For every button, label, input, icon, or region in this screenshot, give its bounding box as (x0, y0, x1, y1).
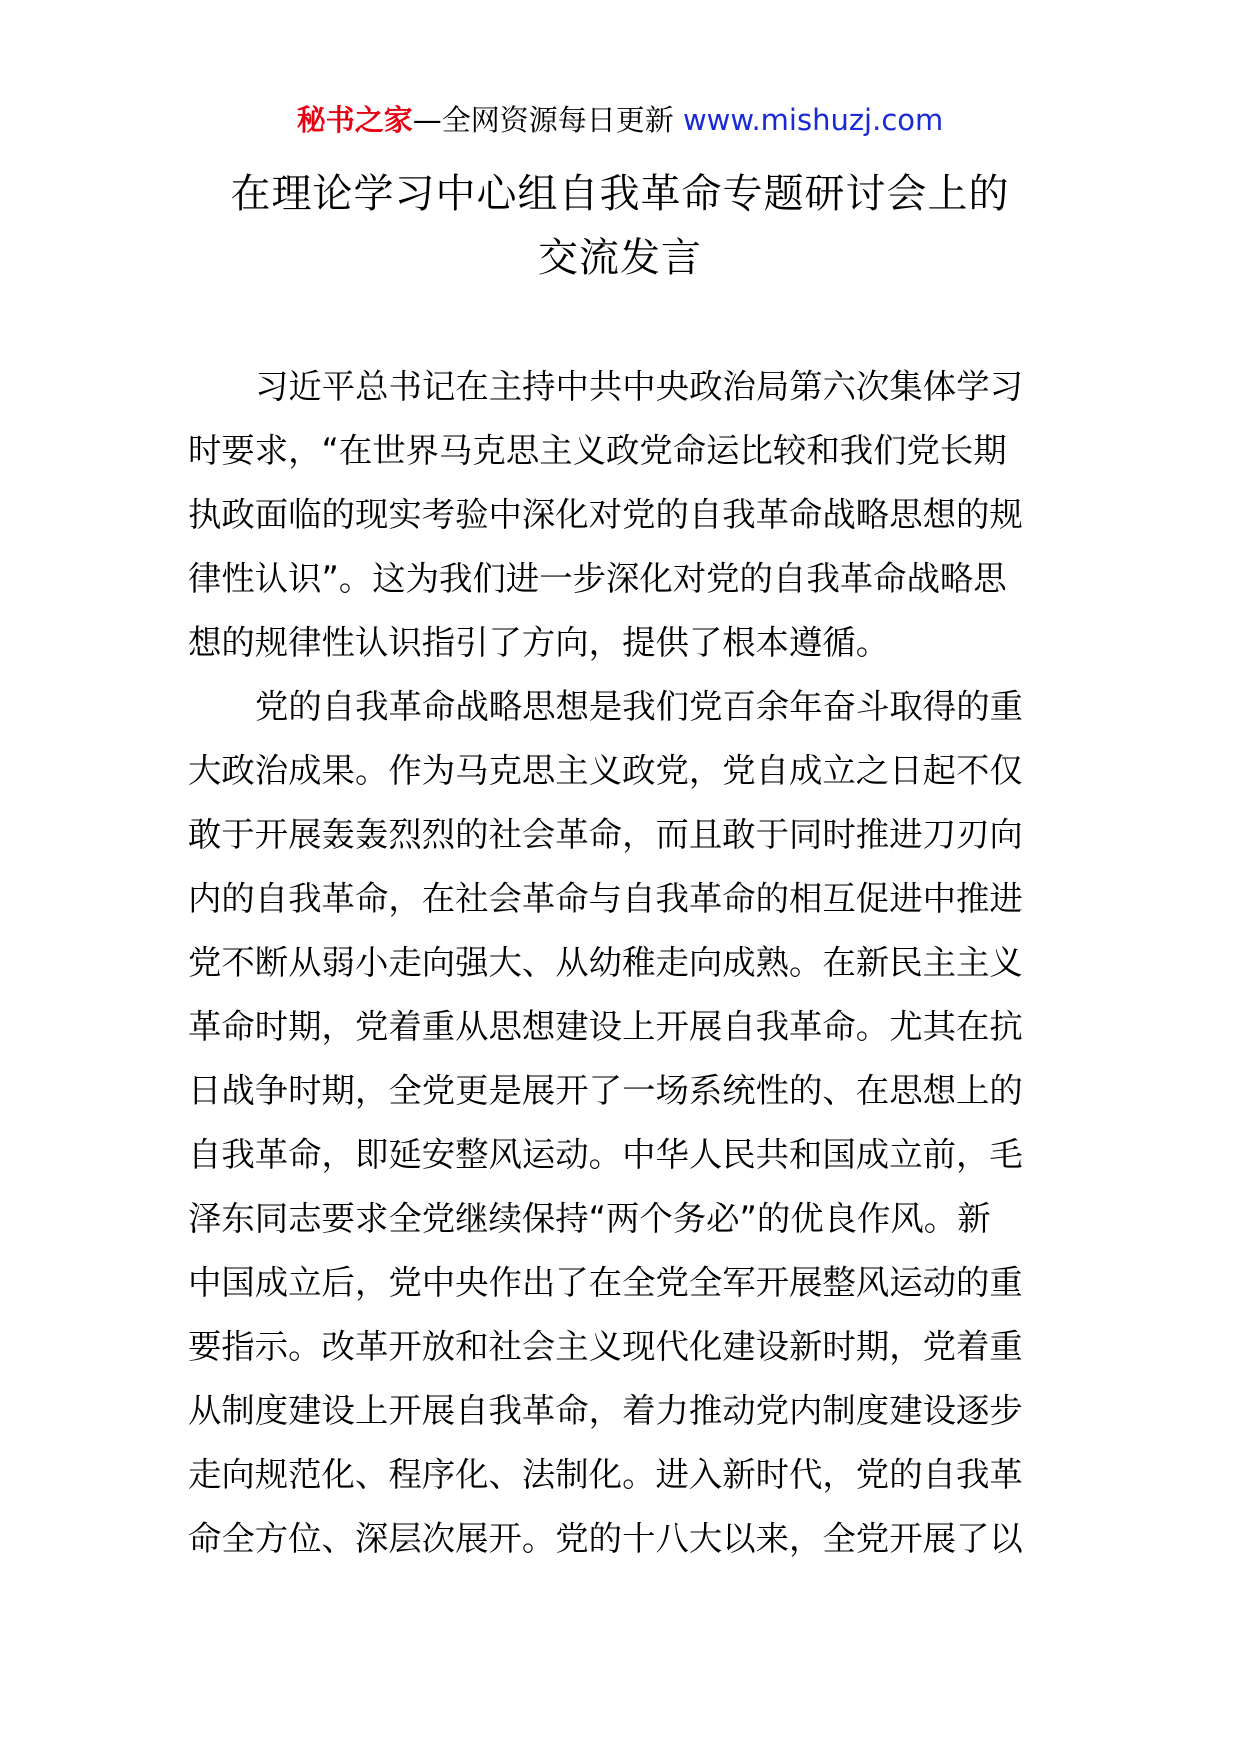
body-line: 内的自我革命，在社会革命与自我革命的相互促进中推进 (188, 879, 1023, 918)
body-line: 要指示。改革开放和社会主义现代化建设新时期，党着重 (188, 1327, 1023, 1366)
body-line: 泽东同志要求全党继续保持“两个务必”的优良作风。新 (188, 1199, 991, 1238)
header-tagline: —全网资源每日更新 (412, 103, 683, 137)
body-line: 日战争时期，全党更是展开了一场系统性的、在思想上的 (188, 1071, 1023, 1110)
body-line: 时要求，“在世界马克思主义政党命运比较和我们党长期 (188, 431, 1007, 470)
title-line-2: 交流发言 (538, 235, 702, 281)
body-line: 习近平总书记在主持中共中央政治局第六次集体学习 (255, 367, 1023, 406)
body-line: 党不断从弱小走向强大、从幼稚走向成熟。在新民主主义 (188, 943, 1023, 982)
body-line: 革命时期，党着重从思想建设上开展自我革命。尤其在抗 (188, 1007, 1023, 1046)
body-line: 从制度建设上开展自我革命，着力推动党内制度建设逐步 (188, 1391, 1023, 1430)
body-line: 执政面临的现实考验中深化对党的自我革命战略思想的规 (188, 495, 1023, 534)
body-line: 走向规范化、程序化、法制化。进入新时代，党的自我革 (188, 1455, 1023, 1494)
document-title (0, 162, 1240, 290)
body-line: 命全方位、深层次展开。党的十八大以来，全党开展了以 (188, 1519, 1023, 1558)
body-line: 党的自我革命战略思想是我们党百余年奋斗取得的重 (255, 687, 1023, 726)
body-line: 律性认识”。这为我们进一步深化对党的自我革命战略思 (188, 559, 1007, 598)
body-line: 敢于开展轰轰烈烈的社会革命，而且敢于同时推进刀刃向 (188, 815, 1023, 854)
body-line: 想的规律性认识指引了方向，提供了根本遵循。 (188, 623, 890, 662)
site-url-link[interactable]: www.mishuzj.com (682, 103, 944, 137)
body-line: 大政治成果。作为马克思主义政党，党自成立之日起不仅 (188, 751, 1023, 790)
document-body (188, 355, 1054, 1571)
title-line-1: 在理论学习中心组自我革命专题研讨会上的 (230, 171, 1010, 217)
site-header (0, 100, 1240, 140)
brand-name: 秘书之家 (296, 103, 413, 137)
body-line: 中国成立后，党中央作出了在全党全军开展整风运动的重 (188, 1263, 1023, 1302)
body-line: 自我革命，即延安整风运动。中华人民共和国成立前，毛 (188, 1135, 1023, 1174)
